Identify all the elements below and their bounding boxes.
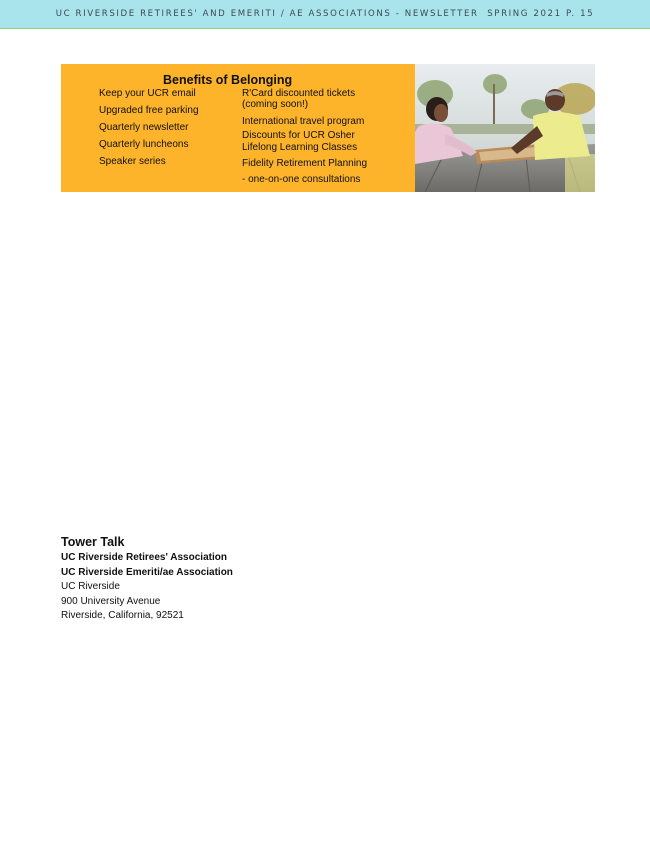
benefit-item: Speaker series: [99, 156, 166, 167]
address-line-campus: UC Riverside: [61, 581, 120, 592]
benefit-item: Quarterly newsletter: [99, 122, 189, 133]
address-title: Tower Talk: [61, 535, 125, 549]
benefit-item: Lifelong Learning Classes: [242, 142, 358, 153]
benefit-item: Upgraded free parking: [99, 105, 199, 116]
benefit-item: Quarterly luncheons: [99, 139, 189, 150]
benefit-item: R'Card discounted tickets: [242, 88, 356, 99]
header-text: UC RIVERSIDE RETIREES' AND EMERITI / AE ASSOCIATIONS - NEWSLETTER SPRING 2021 P. 15: [55, 9, 595, 19]
benefit-item: (coming soon!): [242, 99, 309, 110]
address-line-city: Riverside, California, 92521: [61, 610, 184, 621]
newsletter-header: [0, 0, 650, 29]
benefit-item: International travel program: [242, 116, 365, 127]
address-line-street: 900 University Avenue: [61, 595, 161, 607]
retirees-photo: [415, 64, 595, 192]
banner-title: Benefits of Belonging: [163, 73, 293, 87]
mailing-address: [61, 535, 233, 624]
benefits-banner: [61, 64, 595, 192]
benefit-item: Keep your UCR email: [99, 88, 196, 99]
benefit-item: Fidelity Retirement Planning: [242, 158, 368, 169]
address-org-retirees: UC Riverside Retirees' Association: [61, 552, 227, 563]
address-org-emeriti: UC Riverside Emeriti/ae Association: [61, 566, 233, 578]
benefit-item: Discounts for UCR Osher: [242, 130, 355, 141]
benefit-item: - one-on-one consultations: [242, 174, 361, 185]
